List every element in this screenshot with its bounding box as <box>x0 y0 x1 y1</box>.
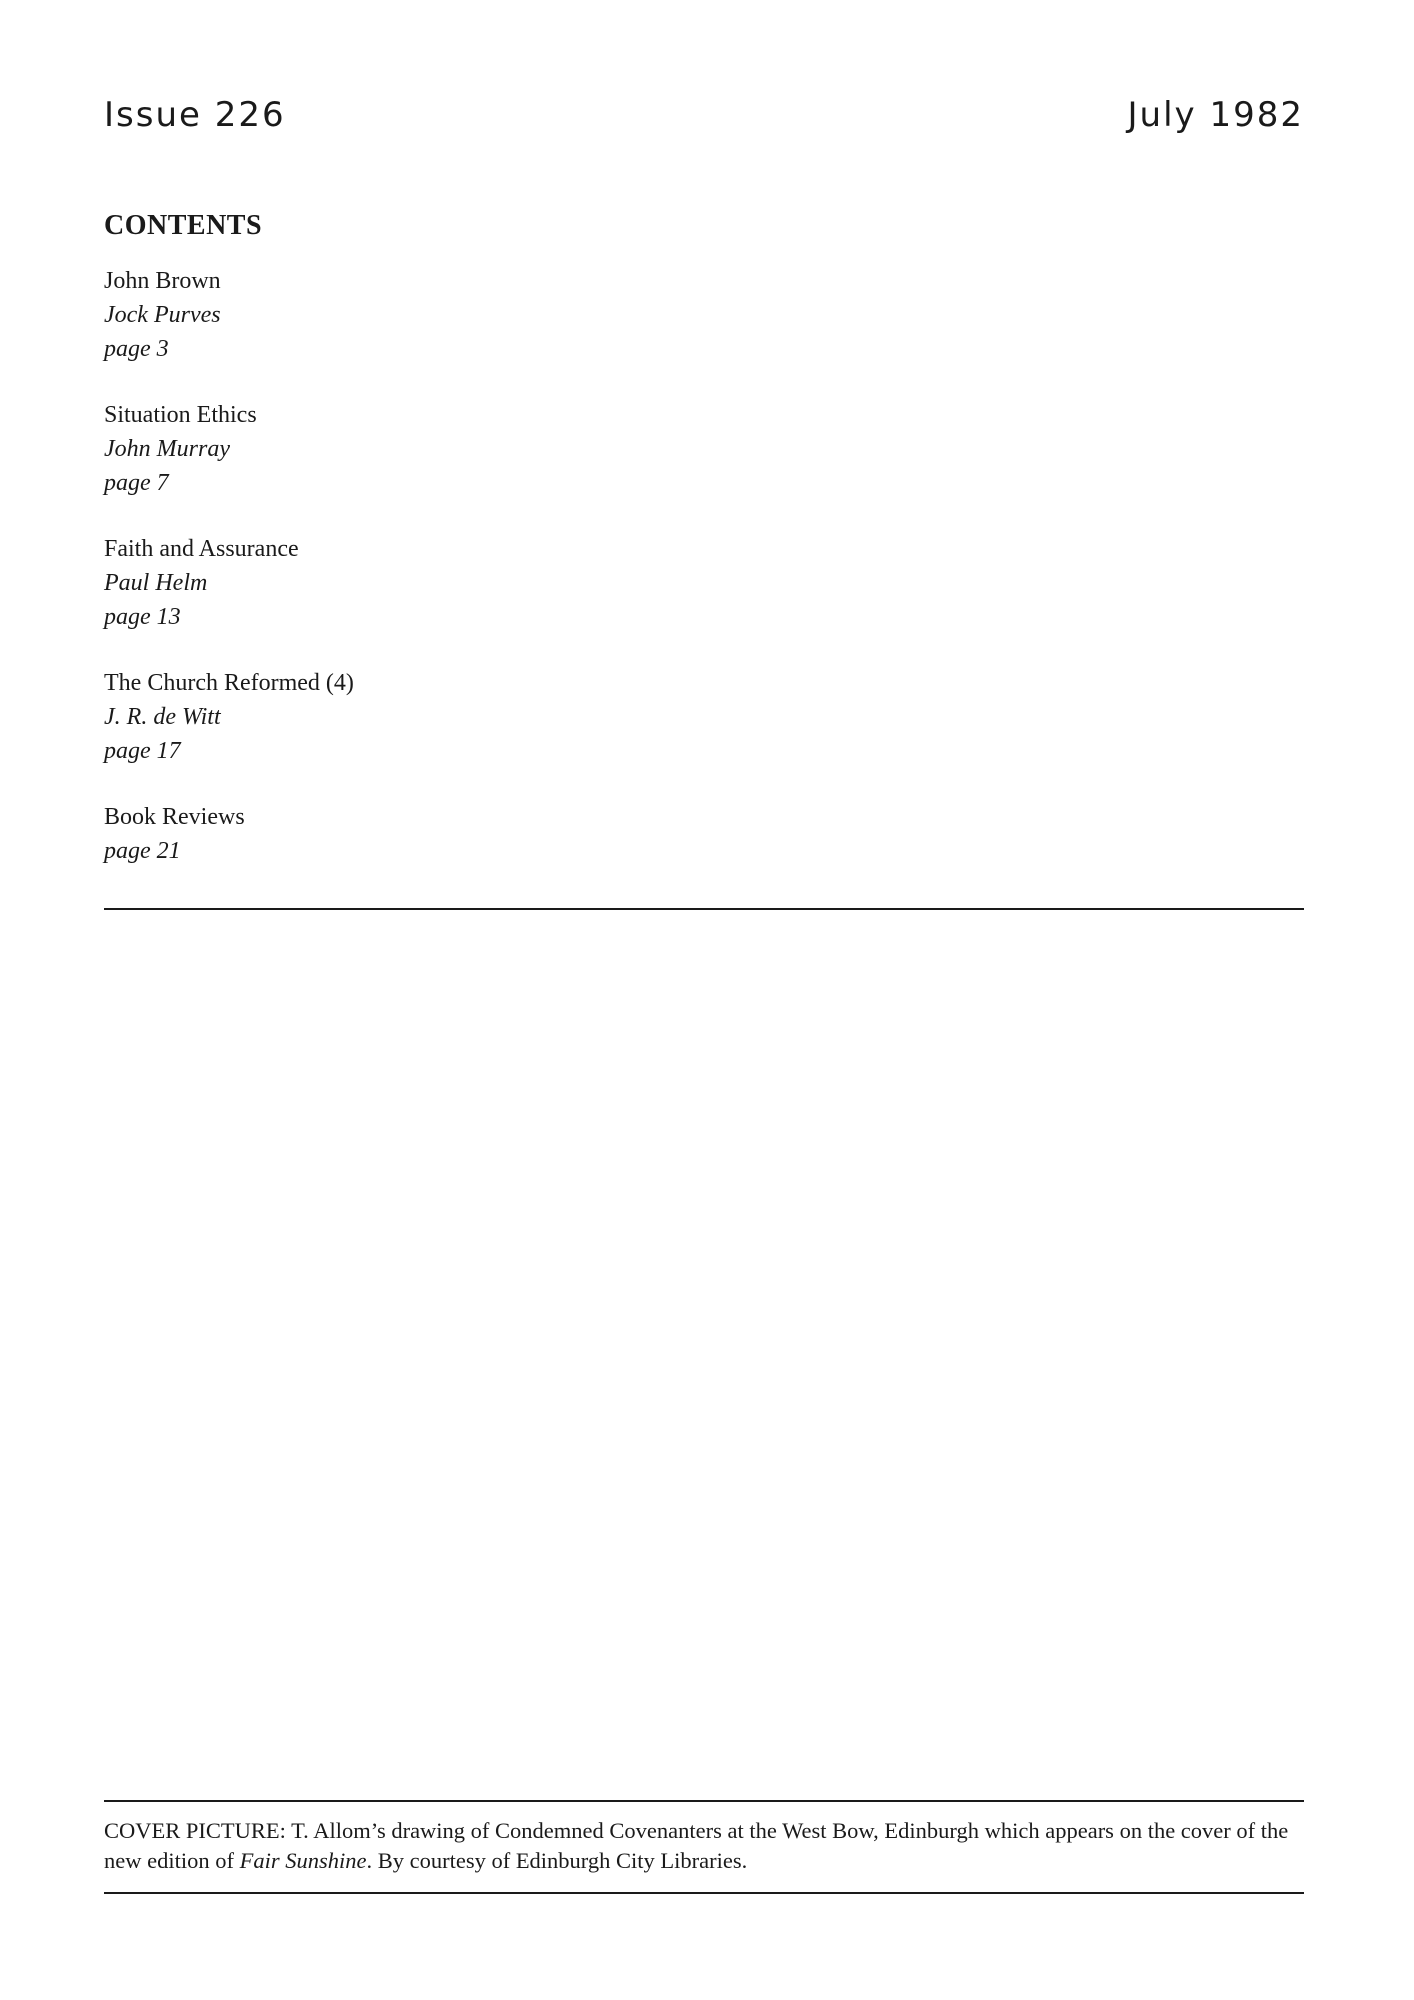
masthead <box>104 95 1304 135</box>
cover-picture-book-title: Fair Sunshine <box>239 1848 367 1873</box>
contents-entry <box>104 666 1304 768</box>
entry-title: Situation Ethics <box>104 402 257 428</box>
entry-author: J. R. de Witt <box>104 704 221 730</box>
contents-entry <box>104 800 1304 868</box>
footer-rule-top <box>104 1800 1304 1802</box>
entry-title: Book Reviews <box>104 804 245 830</box>
entry-page: page 17 <box>104 738 181 764</box>
entry-page: page 7 <box>104 470 169 496</box>
entry-page: page 3 <box>104 336 169 362</box>
issue-number: Issue 226 <box>104 95 286 135</box>
contents-entry <box>104 398 1304 500</box>
entry-title: The Church Reformed (4) <box>104 670 354 696</box>
entry-author: Jock Purves <box>104 302 221 328</box>
contents-entry <box>104 532 1304 634</box>
footer-rule-bottom <box>104 1892 1304 1894</box>
cover-picture-footer <box>104 1800 1304 1894</box>
entry-author: Paul Helm <box>104 570 208 596</box>
entry-page: page 21 <box>104 838 181 864</box>
cover-picture-text-suffix: . By courtesy of Edinburgh City Libraries. <box>366 1848 748 1873</box>
contents-divider-rule <box>104 908 1304 910</box>
cover-picture-text-prefix: COVER PICTURE: T. Allom’s drawing of Condemned Covenanters at the West Bow, Edinburgh which appears on the cover of the new edition of <box>104 1818 1289 1873</box>
contents-list <box>104 210 1304 868</box>
contents-entry <box>104 264 1304 366</box>
entry-author: John Murray <box>104 436 230 462</box>
entry-page: page 13 <box>104 604 181 630</box>
issue-date: July 1982 <box>1127 95 1304 135</box>
entry-title: John Brown <box>104 268 221 294</box>
contents-heading: CONTENTS <box>104 210 263 241</box>
cover-picture-caption <box>104 1816 1304 1876</box>
entry-title: Faith and Assurance <box>104 536 299 562</box>
